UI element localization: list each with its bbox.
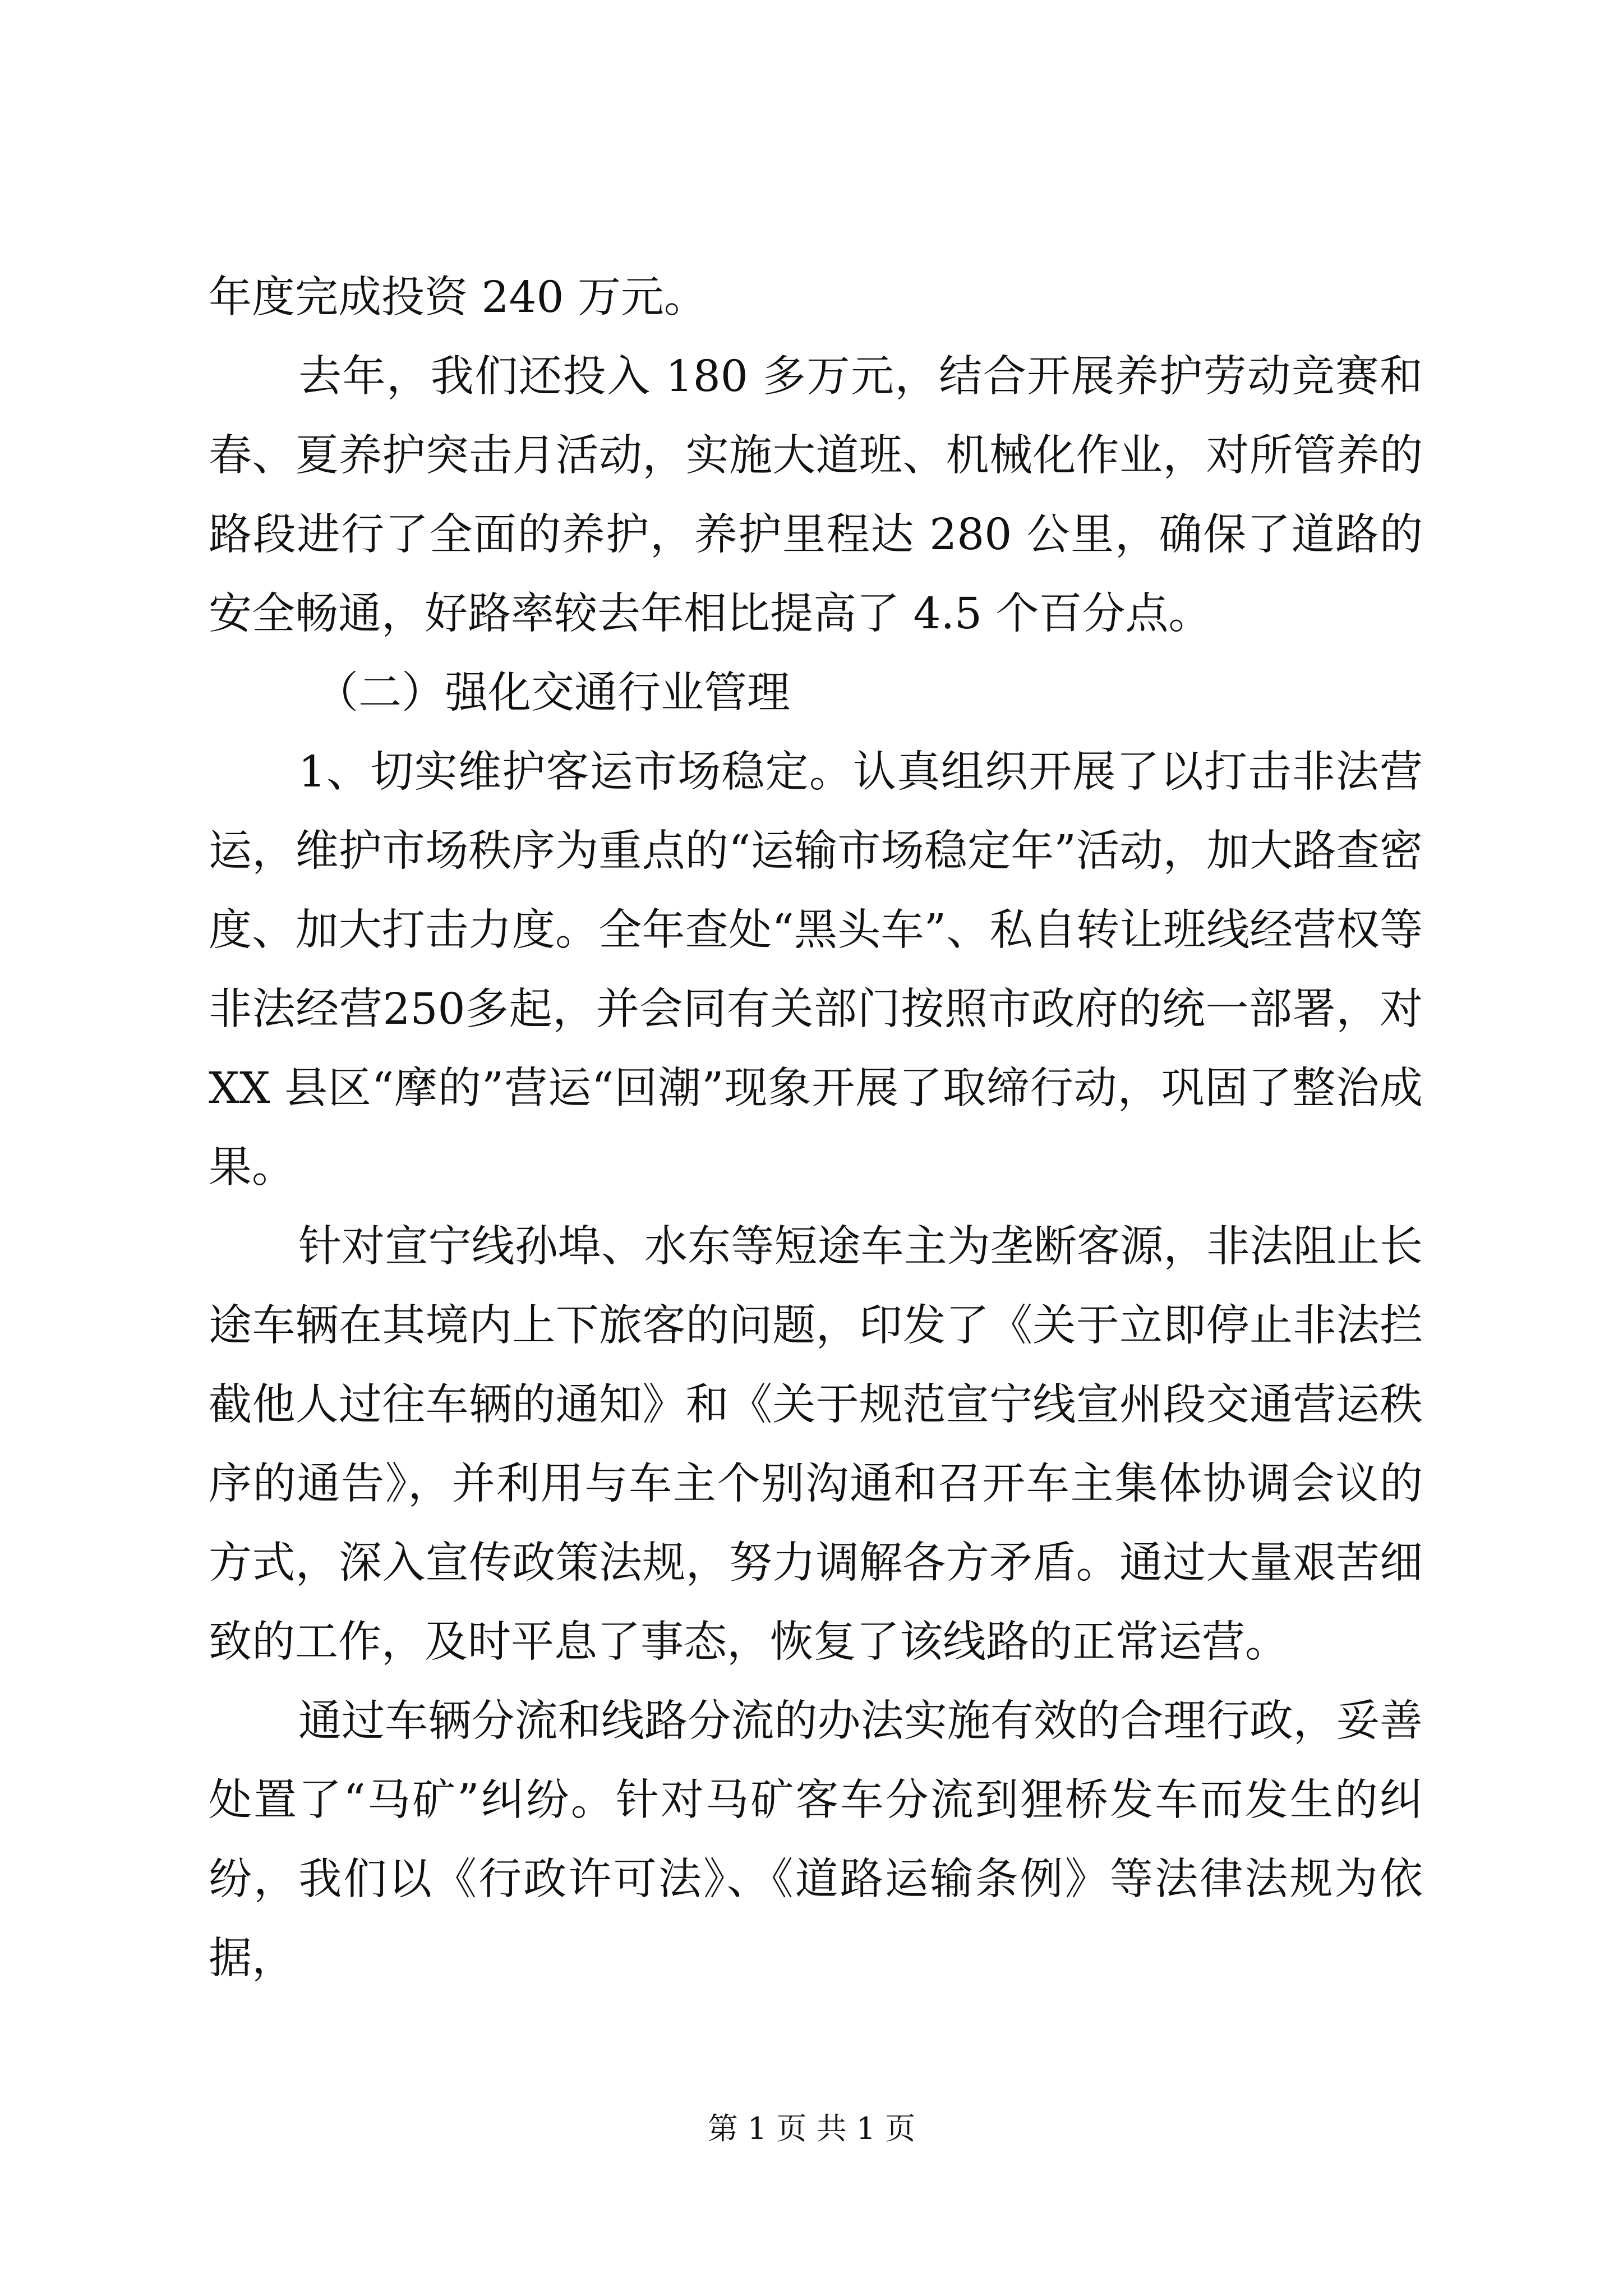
- paragraph-makuang-dispute: 通过车辆分流和线路分流的办法实施有效的合理行政，妥善处置了“马矿”纠纷。针对马矿客车分流到狸桥发车而发生的纠纷，我们以《行政许可法》、《道路运输条例》等法律法规为依据，: [209, 1696, 1423, 1984]
- paragraph-continuation: 年度完成投资 240 万元。: [209, 273, 707, 323]
- section-heading: （二）强化交通行业管理: [315, 668, 790, 718]
- document-body: [209, 258, 1423, 1998]
- paragraph-market-stability: 1、切实维护客运市场稳定。认真组织开展了以打击非法营运，维护市场秩序为重点的“运输市场稳定年”活动，加大路查密度、加大打击力度。全年查处“黑头车”、私自转让班线经营权等非法经营250多起，并会同有关部门按照市政府的统一部署，对 XX 县区“摩的”营运“回潮”现象开展了取缔行动，巩固了整治成果。: [209, 747, 1423, 1193]
- paragraph-road-maintenance: 去年，我们还投入 180 多万元，结合开展养护劳动竞赛和春、夏养护突击月活动，实施大道班、机械化作业，对所管养的路段进行了全面的养护，养护里程达 280 公里，确保了道路的安全畅通，好路率较去年相比提高了 4.5 个百分点。: [209, 352, 1423, 639]
- paragraph-xuanning-line: 针对宣宁线孙埠、水东等短途车主为垄断客源，非法阻止长途车辆在其境内上下旅客的问题，印发了《关于立即停止非法拦截他人过往车辆的通知》和《关于规范宣宁线宣州段交通营运秩序的通告》，并利用与车主个别沟通和召开车主集体协调会议的方式，深入宣传政策法规，努力调解各方矛盾。通过大量艰苦细致的工作，及时平息了事态，恢复了该线路的正常运营。: [209, 1222, 1423, 1667]
- page-footer: 第 1 页 共 1 页: [707, 2111, 916, 2146]
